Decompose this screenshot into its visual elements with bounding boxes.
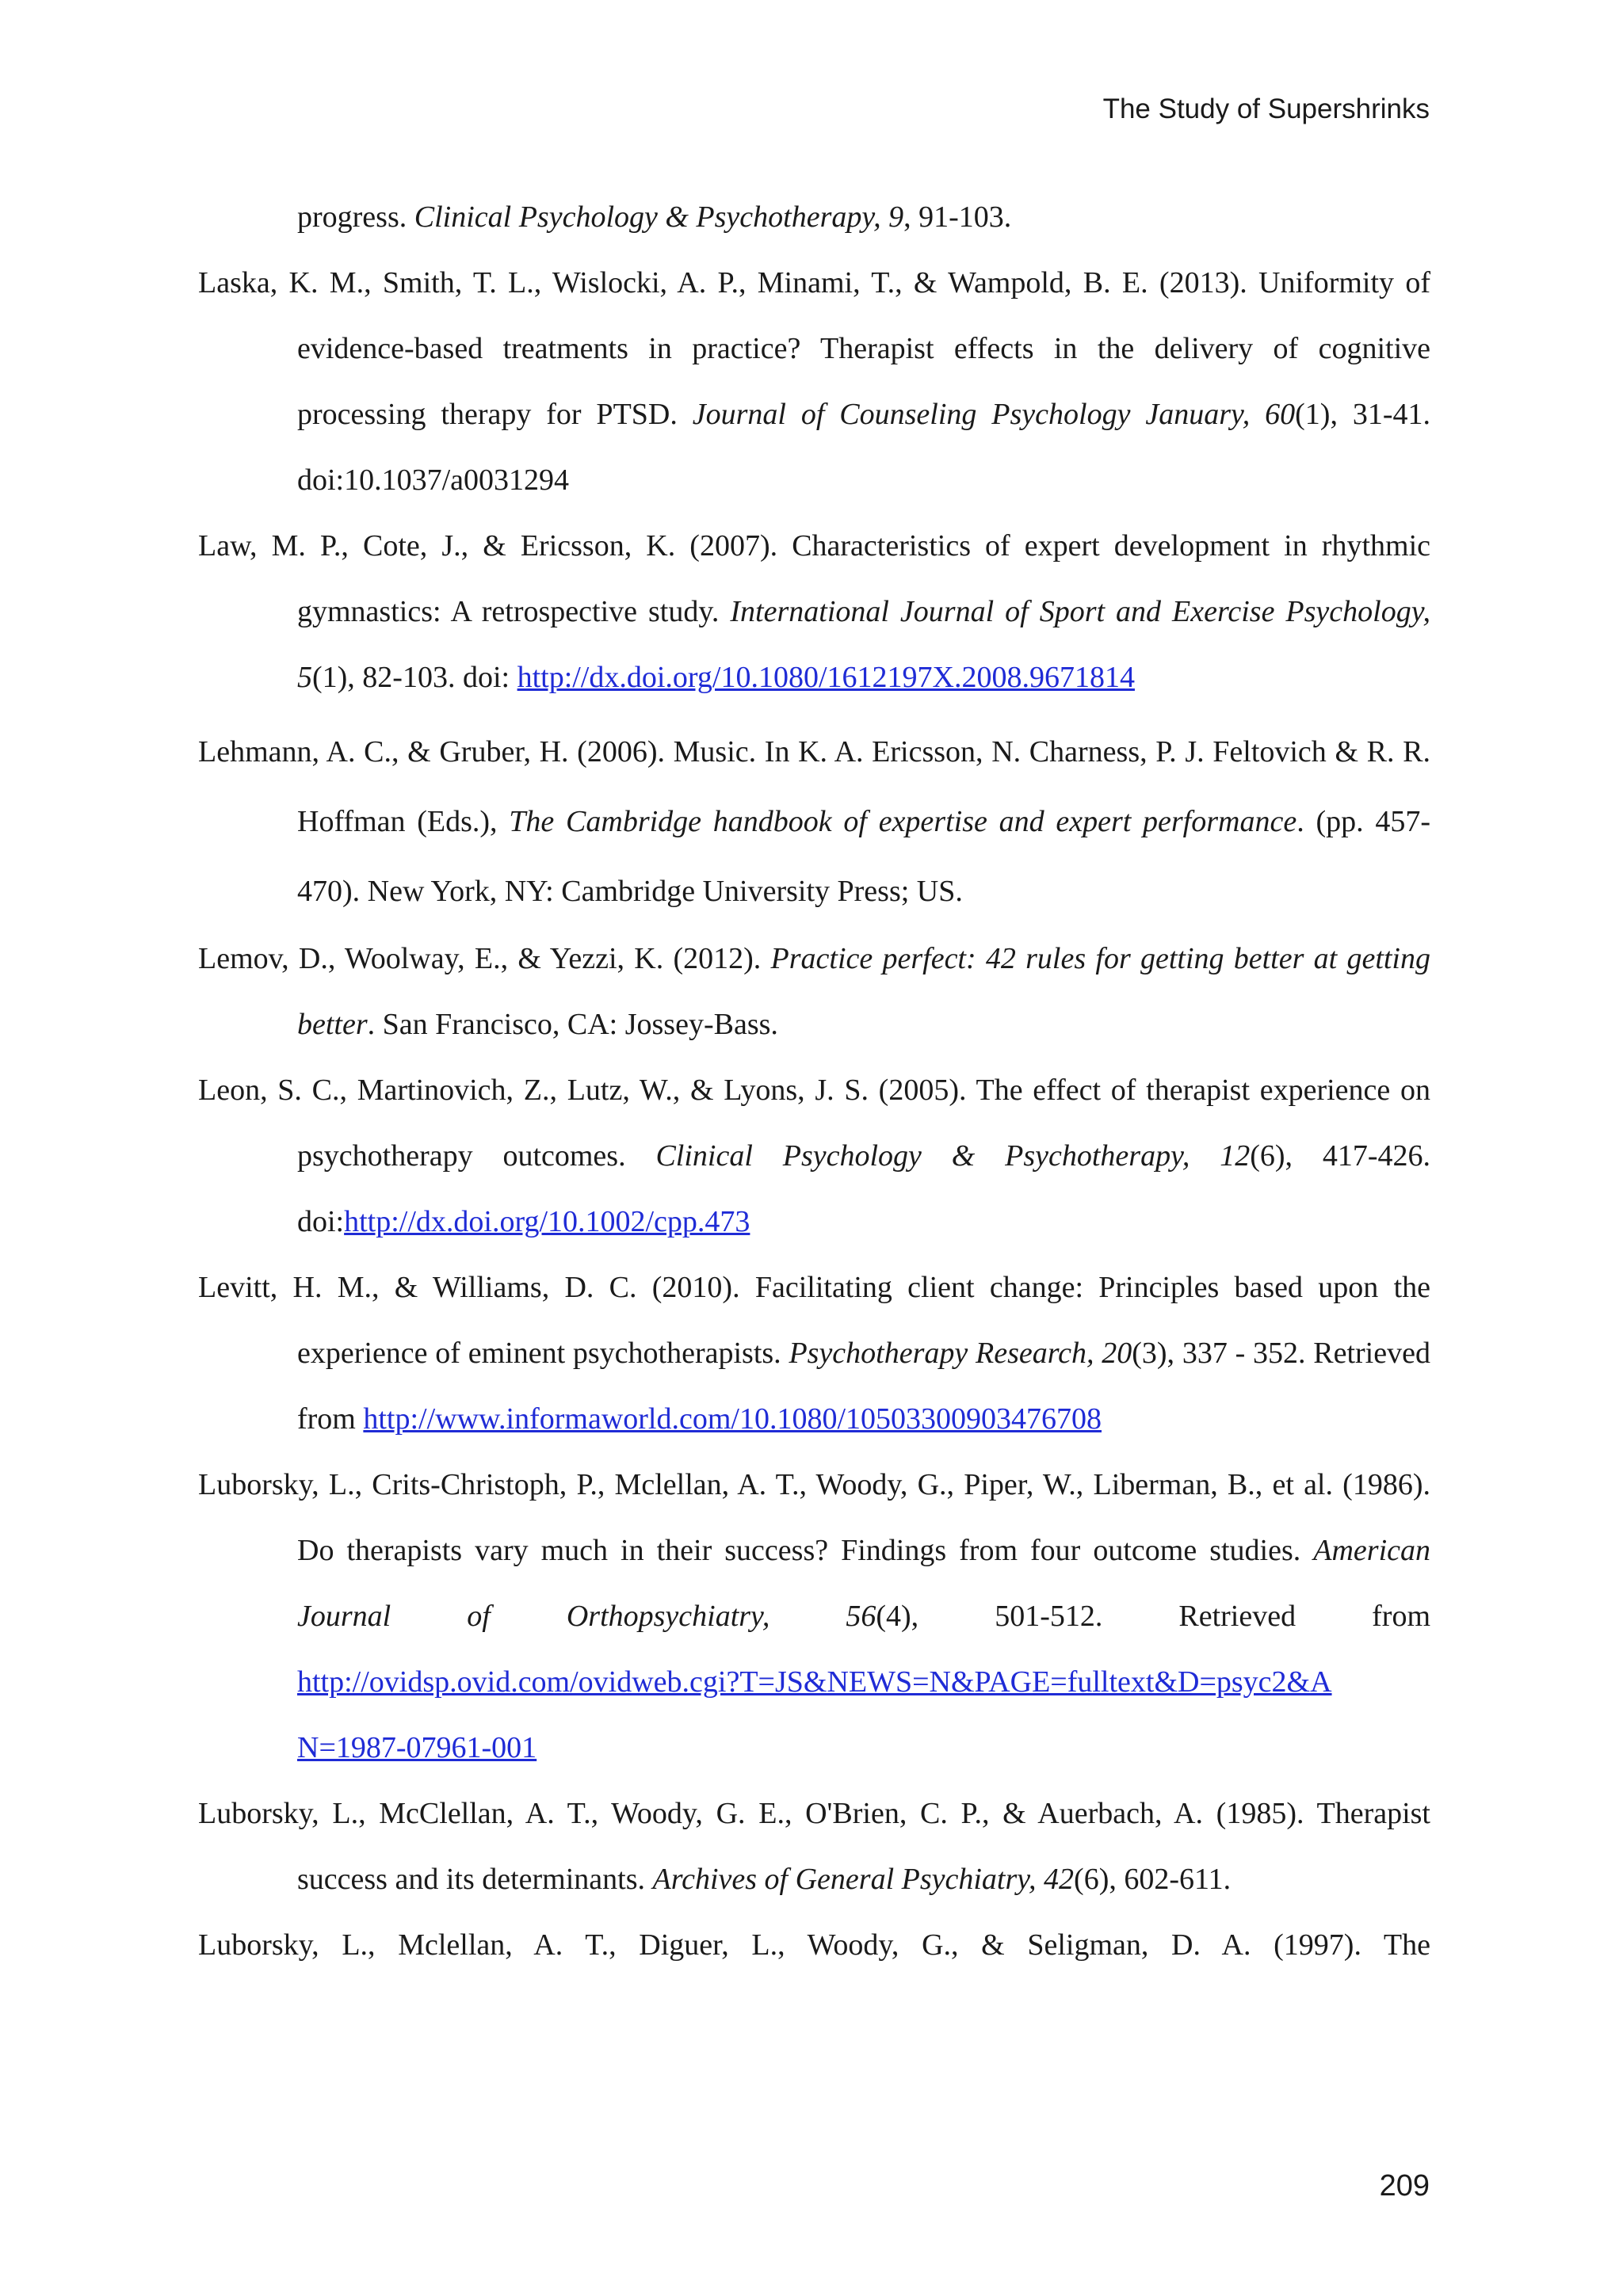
journal-title: Psychotherapy Research, 20 <box>789 1337 1132 1370</box>
running-head: The Study of Supershrinks <box>1102 93 1430 124</box>
reference-entry-lemov: Lemov, D., Woolway, E., & Yezzi, K. (2012). Practice perfect: 42 rules for getting better at getting better. San Francisco, CA: Jossey-Bass. <box>198 942 1430 1041</box>
reference-entry-law: Law, M. P., Cote, J., & Ericsson, K. (2007). Characteristics of expert development in rhythmic gymnastics: A retrospective study. International Journal of Sport and Exercise Psychology, 5(1), 82-103. doi: http://dx.doi.org/10.1080/1612197X.2008.9671814 <box>198 529 1430 694</box>
book-title: The Cambridge handbook of expertise and expert performance <box>509 805 1297 838</box>
journal-title: Clinical Psychology & Psychotherapy, 9 <box>414 200 904 234</box>
reference-list <box>198 185 1430 1978</box>
retrieval-link[interactable]: http://ovidsp.ovid.com/ovidweb.cgi?T=JS&NEWS=N&PAGE=fulltext&D=psyc2&A <box>297 1665 1332 1699</box>
reference-entry-levitt: Levitt, H. M., & Williams, D. C. (2010). Facilitating client change: Principles based upon the experience of eminent psychotherapists. Psychotherapy Research, 20(3), 337 - 352. Retrieved from http://www.informaworld.com/10.1080/10503300903476708 <box>198 1271 1430 1436</box>
journal-title: American Journal of Orthopsychiatry, 56 <box>297 1534 1430 1633</box>
retrieval-link-continued[interactable]: N=1987-07961-001 <box>297 1731 537 1764</box>
journal-title: International Journal of Sport and Exercise Psychology, 5 <box>297 595 1430 694</box>
reference-entry-luborsky-1986: Luborsky, L., Crits-Christoph, P., Mclellan, A. T., Woody, G., Piper, W., Liberman, B., et al. (1986). Do therapists vary much in their success? Findings from four outcome studies. American Journal of Orthopsychiatry, 56(4), 501-512. Retrieved from http://ovidsp.ovid.com/ovidweb.cgi?T=JS&NEWS=N&PAGE=fulltext&D=psyc2&A N=1987-07961-001 <box>198 1468 1430 1764</box>
journal-title: Journal of Counseling Psychology January, 60 <box>692 398 1296 431</box>
reference-entry-laska: Laska, K. M., Smith, T. L., Wislocki, A. P., Minami, T., & Wampold, B. E. (2013). Uniformity of evidence-based treatments in practice? Therapist effects in the delivery of cognitive processing therapy for PTSD. Journal of Counseling Psychology January, 60(1), 31-41. doi:10.1037/a0031294 <box>198 266 1431 497</box>
reference-entry-lehmann: Lehmann, A. C., & Gruber, H. (2006). Music. In K. A. Ericsson, N. Charness, P. J. Feltovich & R. R. Hoffman (Eds.), The Cambridge handbook of expertise and expert performance. (pp. 457-470). New York, NY: Cambridge University Press; US. <box>198 735 1431 908</box>
page-number: 209 <box>1379 2169 1430 2203</box>
retrieval-link[interactable]: http://www.informaworld.com/10.1080/10503300903476708 <box>363 1402 1102 1436</box>
journal-title: Clinical Psychology & Psychotherapy, 12 <box>655 1139 1251 1173</box>
reference-entry-continued: progress. Clinical Psychology & Psychotherapy, 9, 91-103. <box>297 200 1012 234</box>
reference-entry-luborsky-1997: Luborsky, L., Mclellan, A. T., Diguer, L., Woody, G., & Seligman, D. A. (1997). The <box>198 1928 1430 1962</box>
doi-link[interactable]: http://dx.doi.org/10.1002/cpp.473 <box>344 1205 750 1238</box>
book-title: Practice perfect: 42 rules for getting better at getting better <box>297 942 1430 1041</box>
reference-entry-leon: Leon, S. C., Martinovich, Z., Lutz, W., & Lyons, J. S. (2005). The effect of therapist experience on psychotherapy outcomes. Clinical Psychology & Psychotherapy, 12(6), 417-426. doi:http://dx.doi.org/10.1002/cpp.473 <box>198 1074 1431 1238</box>
journal-title: Archives of General Psychiatry, 42 <box>652 1863 1075 1896</box>
doi-link[interactable]: http://dx.doi.org/10.1080/1612197X.2008.9671814 <box>517 661 1135 694</box>
reference-entry-luborsky-1985: Luborsky, L., McClellan, A. T., Woody, G. E., O'Brien, C. P., & Auerbach, A. (1985). Therapist success and its determinants. Archives of General Psychiatry, 42(6), 602-611. <box>198 1797 1430 1896</box>
